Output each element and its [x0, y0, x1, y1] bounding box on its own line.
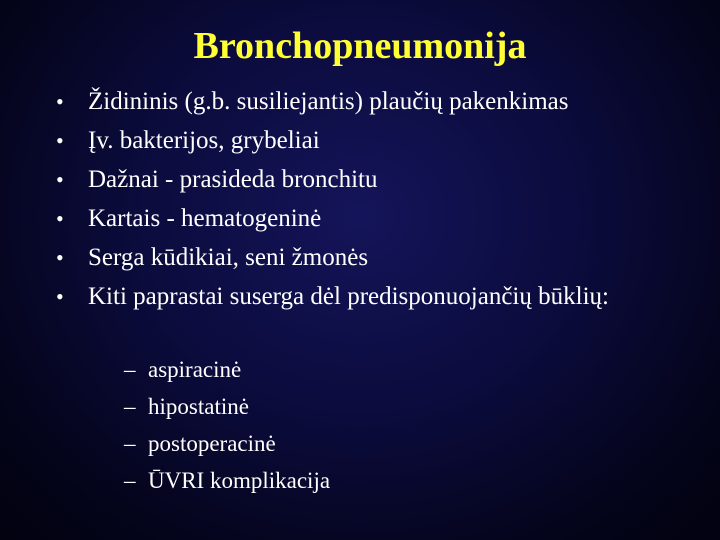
bullet-text: Kartais - hematogeninė: [88, 205, 322, 232]
sub-bullet-item: [124, 355, 330, 384]
bullet-text: Dažnai - prasideda bronchitu: [88, 166, 378, 193]
sub-bullet-text: ŪVRI komplikacija: [148, 468, 331, 493]
sub-bullet-text: postoperacinė: [148, 431, 276, 456]
bullet-dot: •: [56, 89, 64, 114]
bullet-text: Kiti paprastai suserga dėl predisponuojančių būklių:: [88, 283, 609, 310]
sub-bullet-text: hipostatinė: [148, 394, 249, 419]
bullet-text: Židininis (g.b. susiliejantis) plaučių pakenkimas: [88, 88, 569, 115]
bullet-item: [56, 164, 696, 195]
sub-bullet-dash: –: [124, 394, 136, 419]
bullet-item: [56, 86, 696, 117]
slide-title: Bronchopneumonija: [193, 25, 527, 67]
bullet-dot: •: [56, 284, 64, 309]
bullet-dot: •: [56, 245, 64, 270]
sub-bullet-list: [124, 355, 330, 503]
sub-bullet-text: aspiracinė: [148, 357, 242, 382]
sub-bullet-item: [124, 392, 330, 421]
sub-bullet-item: [124, 429, 330, 458]
sub-bullet-dash: –: [124, 468, 136, 493]
bullet-dot: •: [56, 167, 64, 192]
bullet-dot: •: [56, 128, 64, 153]
bullet-text: Serga kūdikiai, seni žmonės: [88, 244, 369, 271]
sub-bullet-dash: –: [124, 431, 136, 456]
sub-bullet-item: [124, 466, 330, 495]
bullet-item: [56, 242, 696, 273]
bullet-item: [56, 125, 696, 156]
bullet-dot: •: [56, 206, 64, 231]
bullet-text: Įv. bakterijos, grybeliai: [88, 127, 320, 154]
bullet-item: [56, 281, 696, 312]
sub-bullet-dash: –: [124, 357, 136, 382]
bullet-list: [56, 86, 696, 320]
bullet-item: [56, 203, 696, 234]
